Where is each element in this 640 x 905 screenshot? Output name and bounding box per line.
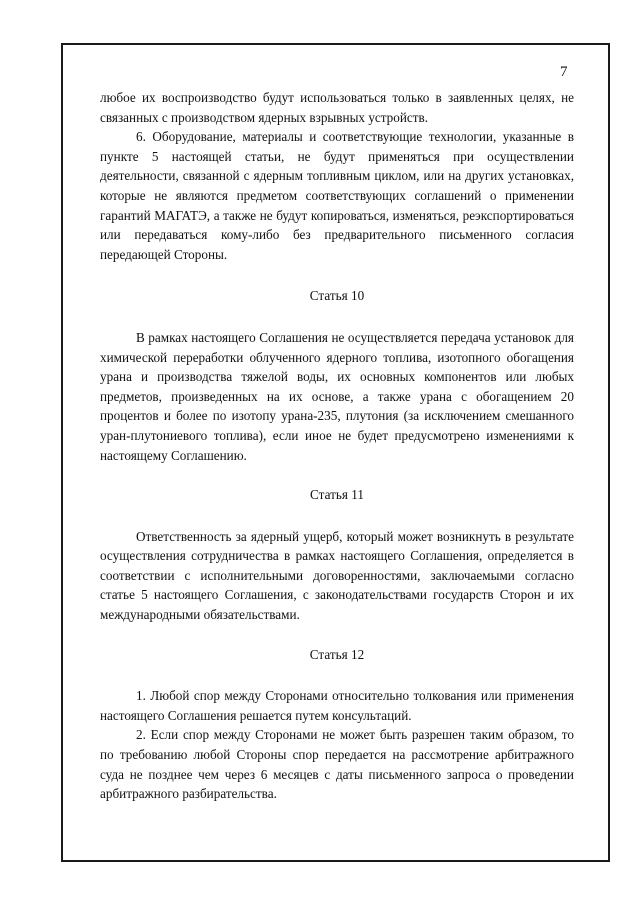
- article-10-title: Статья 10: [309, 288, 365, 304]
- paragraph-item-6: 6. Оборудование, материалы и соответствующие технологии, указанные в пункте 5 настоящей статьи, не будут применяться при осуществлении деятельности, связанной с ядерным топливным циклом, или на других установках, которые не являются предметом соответствующих соглашений о применении гарантий МАГАТЭ, а также не будут копироваться, изменяться, реэкспортироваться или передаваться кому-либо без предварительного письменного согласия передающей Стороны.: [100, 129, 574, 262]
- article-12-paragraph-2: 2. Если спор между Сторонами не может быть разрешен таким образом, то по требованию любой Стороны спор передается на рассмотрение арбитражного суда не позднее чем через 6 месяцев с даты письменного запроса о проведении арбитражного разбирательства.: [100, 727, 574, 802]
- document-body: [100, 88, 574, 804]
- article-11-text: Ответственность за ядерный ущерб, который может возникнуть в результате осуществления сотрудничества в рамках настоящего Соглашения, определяется в соответствии с исполнительными договоренностями, заключаемыми согласно статье 5 настоящего Соглашения, с законодательствами государств Сторон и их международными обязательствами.: [100, 528, 574, 623]
- paragraph-continuation: любое их воспроизводство будут использоваться только в заявленных целях, не связанных с производством ядерных взрывных устройств.: [100, 90, 574, 125]
- page-number: 7: [560, 64, 568, 80]
- article-12-paragraph-1: 1. Любой спор между Сторонами относительно толкования или применения настоящего Соглашения решается путем консультаций.: [100, 688, 574, 723]
- article-11-title: Статья 11: [310, 487, 364, 503]
- article-10-text: В рамках настоящего Соглашения не осуществляется передача установок для химической переработки облученного ядерного топлива, изотопного обогащения урана и производства тяжелой воды, их основных компонентов или любых предметов, произведенных на их основе, а также урана с обогащением 20 процентов и более по изотопу урана-235, плутония (за исключением смешанного уран-плутониевого топлива), если иное не будет предусмотрено изменениями к настоящему Соглашению.: [100, 329, 574, 463]
- article-12-title: Статья 12: [309, 646, 365, 662]
